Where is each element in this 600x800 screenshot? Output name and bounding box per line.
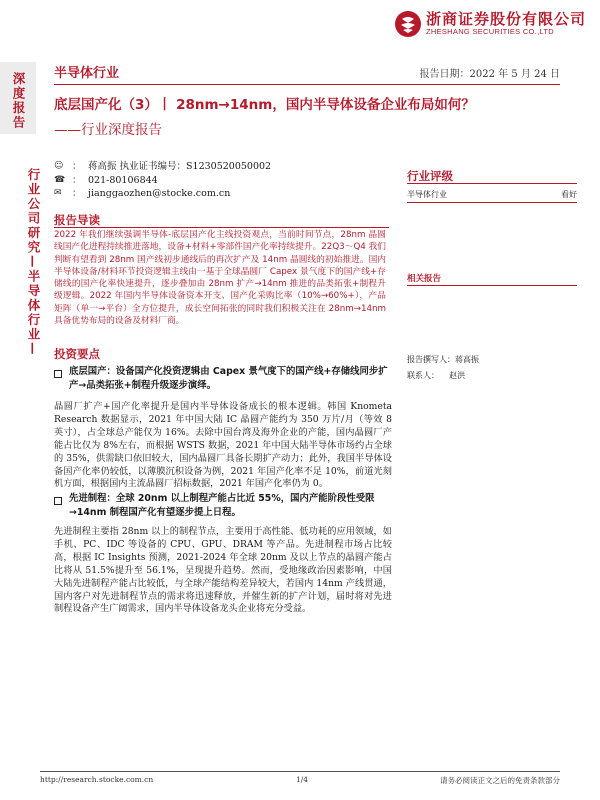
rating-row bbox=[407, 189, 577, 200]
guide-divider bbox=[54, 227, 389, 228]
rating-heading: 行业评级 bbox=[407, 169, 453, 183]
contact-name: 赵洪 bbox=[449, 371, 466, 380]
invest-heading: 投资要点 bbox=[54, 347, 100, 361]
report-type-tag: 深度报告 bbox=[0, 62, 36, 134]
company-name-en: ZHESHANG SECURITIES CO.,LTD bbox=[425, 27, 554, 36]
invest-point-2 bbox=[54, 492, 394, 519]
invest-point-1 bbox=[54, 365, 394, 392]
analyst-info: ☺ ： 蒋高振 执业证书编号：S1230520050002 ☎ ： 021-80106844 ✉ ： jianggaozhen@stocke.com.cn bbox=[54, 161, 272, 199]
invest-point-body: 先进制程主要指 28nm 以上的制程节点，主要用于高性能、低功耗的应用领域，如手机、PC、IDC 等设备的 CPU、GPU、DRAM 等产品。先进制程市场占比较高，根据 IC Insights 预测，2021-2024 年全球 20nm 及以上节点的晶圆产能占比将从 51.5%提升至 56.1%，呈现提升趋势。然而，受地缘政治因素影响，中国大陆先进制程产能占比较低，与全球产能结构差异较大，若国内 14nm 产线贯通，国内客户对先进制程节点的需求将迅速释放，并催生新的扩产计划，届时将对先进制程设备产生广阔需求，国内半导体设备龙头企业将充分受益。 bbox=[54, 526, 392, 615]
research-category-tag: 行业公司研究—半导体行业— bbox=[26, 168, 41, 357]
rating-bottom-divider bbox=[407, 202, 577, 203]
person-icon: ☺ bbox=[54, 161, 64, 171]
company-name-cn: 浙商证券股份有限公司 bbox=[425, 10, 586, 28]
contact-label: 联系人： bbox=[407, 371, 439, 380]
email-icon: ✉ bbox=[54, 188, 62, 198]
industry-heading: 半导体行业 bbox=[54, 66, 120, 81]
report-subtitle: ——行业深度报告 bbox=[54, 122, 162, 138]
footer-disclaimer: 请务必阅读正文之后的免责条款部分 bbox=[440, 776, 560, 785]
invest-point-title: 先进制程：全球 20nm 以上制程产能占比近 55%，国内产能阶段性受限→14nm 制程国产化有望逐步提上日程。 bbox=[69, 493, 375, 518]
author-label: 报告撰写人： bbox=[407, 355, 455, 364]
header-divider bbox=[54, 84, 560, 85]
invest-point-body: 晶圆厂扩产+国产化率提升是国内半导体设备成长的根本逻辑。韩国 Knometa Research 数据显示，2021 年中国大陆 IC 晶圆产能约为 350 万片/月（等效 8 英寸），占全球总产能仅为 16%。去除中国台湾及海外企业的产能，国内晶圆厂产能占比仅为 8%左右，而根据 WSTS 数据，2021 年中国大陆半导体市场约占全球的 35%，供需缺口依旧较大，国内晶圆厂具备长期扩产动力；此外，我国半导体设备国产化率仍较低，以薄膜沉积设备为例，2021 年国产化率不足 10%，前道光刻机方面，根据国内主流晶圆厂招标数据，2021 年国产化率仍为 0。 bbox=[54, 401, 392, 490]
analyst-phone: 021-80106844 bbox=[88, 174, 158, 186]
rating-divider bbox=[407, 183, 577, 184]
related-divider bbox=[407, 285, 577, 286]
footer-divider bbox=[40, 771, 560, 772]
invest-point-title: 底层国产：设备国产化投资逻辑由 Capex 景气度下的国产线+存储线同步扩产→品类拓张+制程升级逐步演绎。 bbox=[69, 366, 388, 391]
rating-value: 看好 bbox=[561, 190, 577, 199]
phone-icon: ☎ bbox=[54, 174, 66, 185]
footer-url[interactable]: http://research.stocke.com.cn bbox=[40, 775, 154, 784]
contact-block bbox=[407, 352, 577, 384]
company-logo bbox=[394, 10, 586, 38]
related-reports-heading: 相关报告 bbox=[407, 274, 442, 284]
page-number: 1/4 bbox=[296, 775, 309, 784]
bullet-square-icon bbox=[54, 370, 62, 378]
report-date: 报告日期：2022 年 5 月 24 日 bbox=[419, 69, 560, 80]
guide-heading: 报告导读 bbox=[54, 213, 100, 227]
author-name: 蒋高振 bbox=[455, 355, 479, 364]
analyst-name: 蒋高振 执业证书编号：S1230520050002 bbox=[88, 161, 272, 172]
report-title: 底层国产化（3）丨 28nm→14nm，国内半导体设备企业布局如何？ bbox=[54, 97, 475, 113]
guide-text: 2022 年我们继续强调半导体-底层国产化主线投资观点，当前时间节点，28nm 晶圆线国产化进程持续推进落地，设备+材料+零部件国产化率持续提升。22Q3～Q4 我们判断有望看到 28nm 国产线初步通线后的再次扩产及 14nm 晶圆线的初始推进。国内半导体设备/材料环节投资逻辑主线由一基于全球晶圆厂 Capex 景气度下的国产线+存储线的国产化率快速提升，逐步叠加由 28nm 扩产→14nm 推进的品类拓张+制程升级逻辑。2022 年国内半导体设备资本开支、国产化采购比率（10%→60%+），产品矩阵（单一→平台）全方位提升，成长空间拓张的同时我们积极关注在 28nm→14nm 具备优势布局的设备及材料厂商。 bbox=[54, 230, 386, 327]
brand-mark-icon bbox=[394, 10, 422, 38]
bullet-square-icon bbox=[54, 497, 62, 505]
rating-industry: 半导体行业 bbox=[407, 190, 447, 199]
analyst-email[interactable]: jianggaozhen@stocke.com.cn bbox=[88, 188, 231, 199]
